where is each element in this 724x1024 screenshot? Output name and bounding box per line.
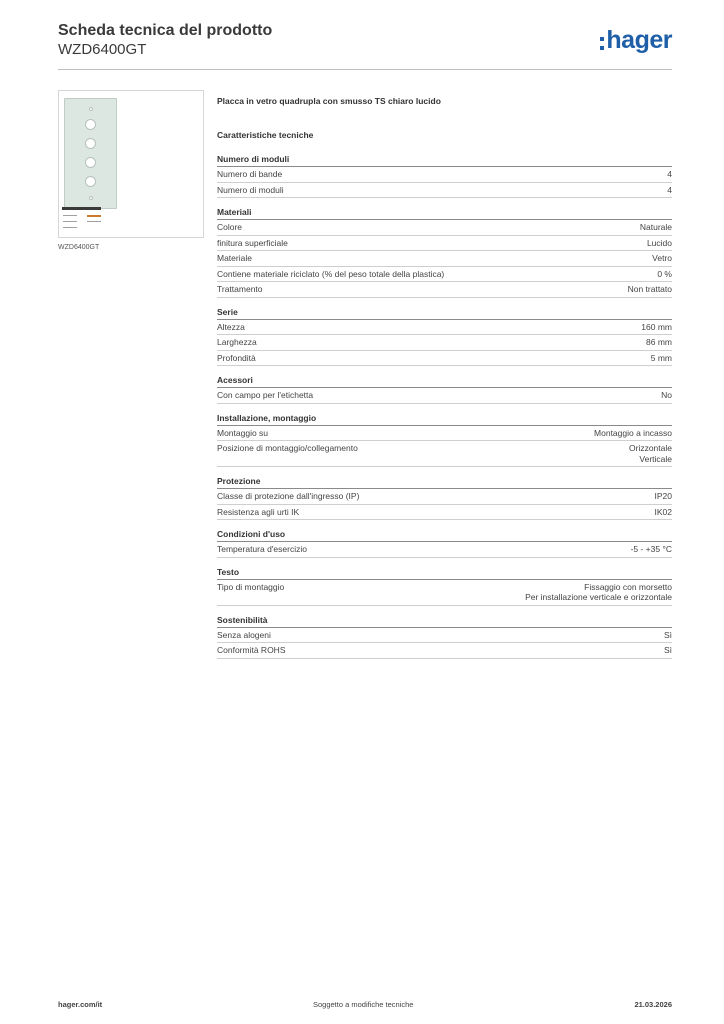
product-code: WZD6400GT [58,41,147,58]
spec-value-line: 0 % [657,268,672,279]
spec-value-line: Montaggio a incasso [594,427,672,438]
spec-label: Numero di bande [217,169,283,179]
side-view-thumbnail [62,207,101,210]
spec-value-line: 160 mm [641,321,672,332]
spec-row [217,388,672,404]
spec-value-line: Verticale [639,453,672,464]
spec-label: Resistenza agli urti IK [217,506,300,517]
spec-section [217,207,672,298]
spec-value [631,544,672,555]
section-title: Materiali [217,207,672,220]
spec-row [217,282,672,298]
spec-label: Materiale [217,253,252,263]
spec-section [217,375,672,404]
spec-label: Colore [217,222,243,232]
spec-section [217,413,672,468]
spec-value [525,582,672,603]
spec-value-line: IP20 [654,491,672,501]
spec-value-line: -5 - +35 °C [630,544,672,554]
spec-label: Temperatura d'esercizio [217,544,307,554]
spec-row [217,236,672,252]
spec-value-line: 5 mm [650,352,672,363]
spec-value [641,322,672,333]
spec-value [651,353,672,364]
technical-characteristics-heading: Caratteristiche tecniche [217,130,314,140]
spec-value-line: Naturale [639,222,672,232]
section-title: Protezione [217,476,672,489]
spec-value [629,443,672,464]
section-title: Testo [217,567,672,580]
spec-section [217,154,672,198]
spec-row [217,267,672,283]
spec-value [652,253,672,264]
spec-row [217,351,672,367]
spec-value [594,428,672,439]
image-caption: WZD6400GT [58,244,100,251]
footer-note: Soggetto a modifiche tecniche [313,1000,414,1009]
spec-value [628,284,672,295]
spec-section [217,307,672,367]
spec-row [217,505,672,521]
spec-label: Profondità [217,352,256,363]
spec-label: Classe di protezione dall'ingresso (IP) [217,491,360,501]
spec-value [661,390,672,401]
spec-value-line: Lucido [646,237,672,248]
logo-colon-icon [600,37,604,50]
spec-value [647,238,672,249]
spec-value-line: Fissaggio con morsetto [584,581,672,592]
spec-value-line: Sì [663,645,672,655]
spec-value-line: Per installazione verticale e orizzontale [525,592,672,602]
section-title: Sostenibilità [217,615,672,628]
spec-label: Larghezza [217,337,257,347]
spec-value-line: Non trattato [627,284,672,294]
spec-row [217,183,672,199]
spec-label: Numero di moduli [217,184,284,195]
spec-row [217,643,672,659]
spec-label: Trattamento [217,284,263,294]
spec-value [664,645,672,656]
spec-section [217,615,672,659]
glass-plate-image [64,98,117,209]
section-title: Numero di moduli [217,154,672,167]
spec-row [217,628,672,644]
spec-value [657,269,672,280]
footer-date: 21.03.2026 [634,1000,672,1009]
spec-value-line: Sì [663,629,672,640]
spec-row [217,335,672,351]
spec-row [217,251,672,267]
spec-value [667,185,672,196]
spec-value-line: Orizzontale [629,443,672,453]
spec-value-line: 4 [667,169,672,179]
section-title: Serie [217,307,672,320]
spec-row [217,542,672,558]
hager-logo [600,28,672,53]
spec-label: Altezza [217,321,245,332]
spec-value [667,169,672,180]
spec-label: finitura superficiale [217,237,288,248]
product-image [58,90,204,238]
spec-value-line: IK02 [654,506,672,517]
spec-label: Posizione di montaggio/collegamento [217,443,358,453]
specification-table [217,96,672,668]
spec-label: Senza alogeni [217,629,271,640]
page-header [58,20,672,70]
spec-value [640,222,672,233]
section-title: Acessori [217,375,672,388]
spec-row [217,220,672,236]
document-title: Scheda tecnica del prodotto [58,22,273,39]
product-name: Placca in vetro quadrupla con smusso TS chiaro lucido [217,96,441,106]
spec-label: Tipo di montaggio [217,581,285,592]
spec-value [646,337,672,348]
spec-value-line: 4 [667,184,672,195]
spec-value-line: 86 mm [646,337,672,347]
section-title: Installazione, montaggio [217,413,672,426]
spec-row [217,426,672,442]
spec-row [217,489,672,505]
spec-label: Con campo per l'etichetta [217,390,314,400]
spec-section [217,529,672,558]
spec-section [217,476,672,520]
footer-website: hager.com/it [58,1000,103,1009]
spec-row [217,441,672,467]
section-title: Condizioni d'uso [217,529,672,542]
spec-label: Conformità ROHS [217,645,286,655]
spec-value [655,491,673,502]
spec-row [217,167,672,183]
spec-value-line: No [661,390,672,400]
spec-label: Montaggio su [217,427,269,438]
spec-row [217,320,672,336]
spec-label: Contiene materiale riciclato (% del peso totale della plastica) [217,268,445,279]
logo-text: hager [606,26,672,54]
spec-value [655,507,673,518]
spec-value [664,630,672,641]
spec-value-line: Vetro [652,253,672,263]
spec-row [217,580,672,606]
spec-section [217,567,672,606]
